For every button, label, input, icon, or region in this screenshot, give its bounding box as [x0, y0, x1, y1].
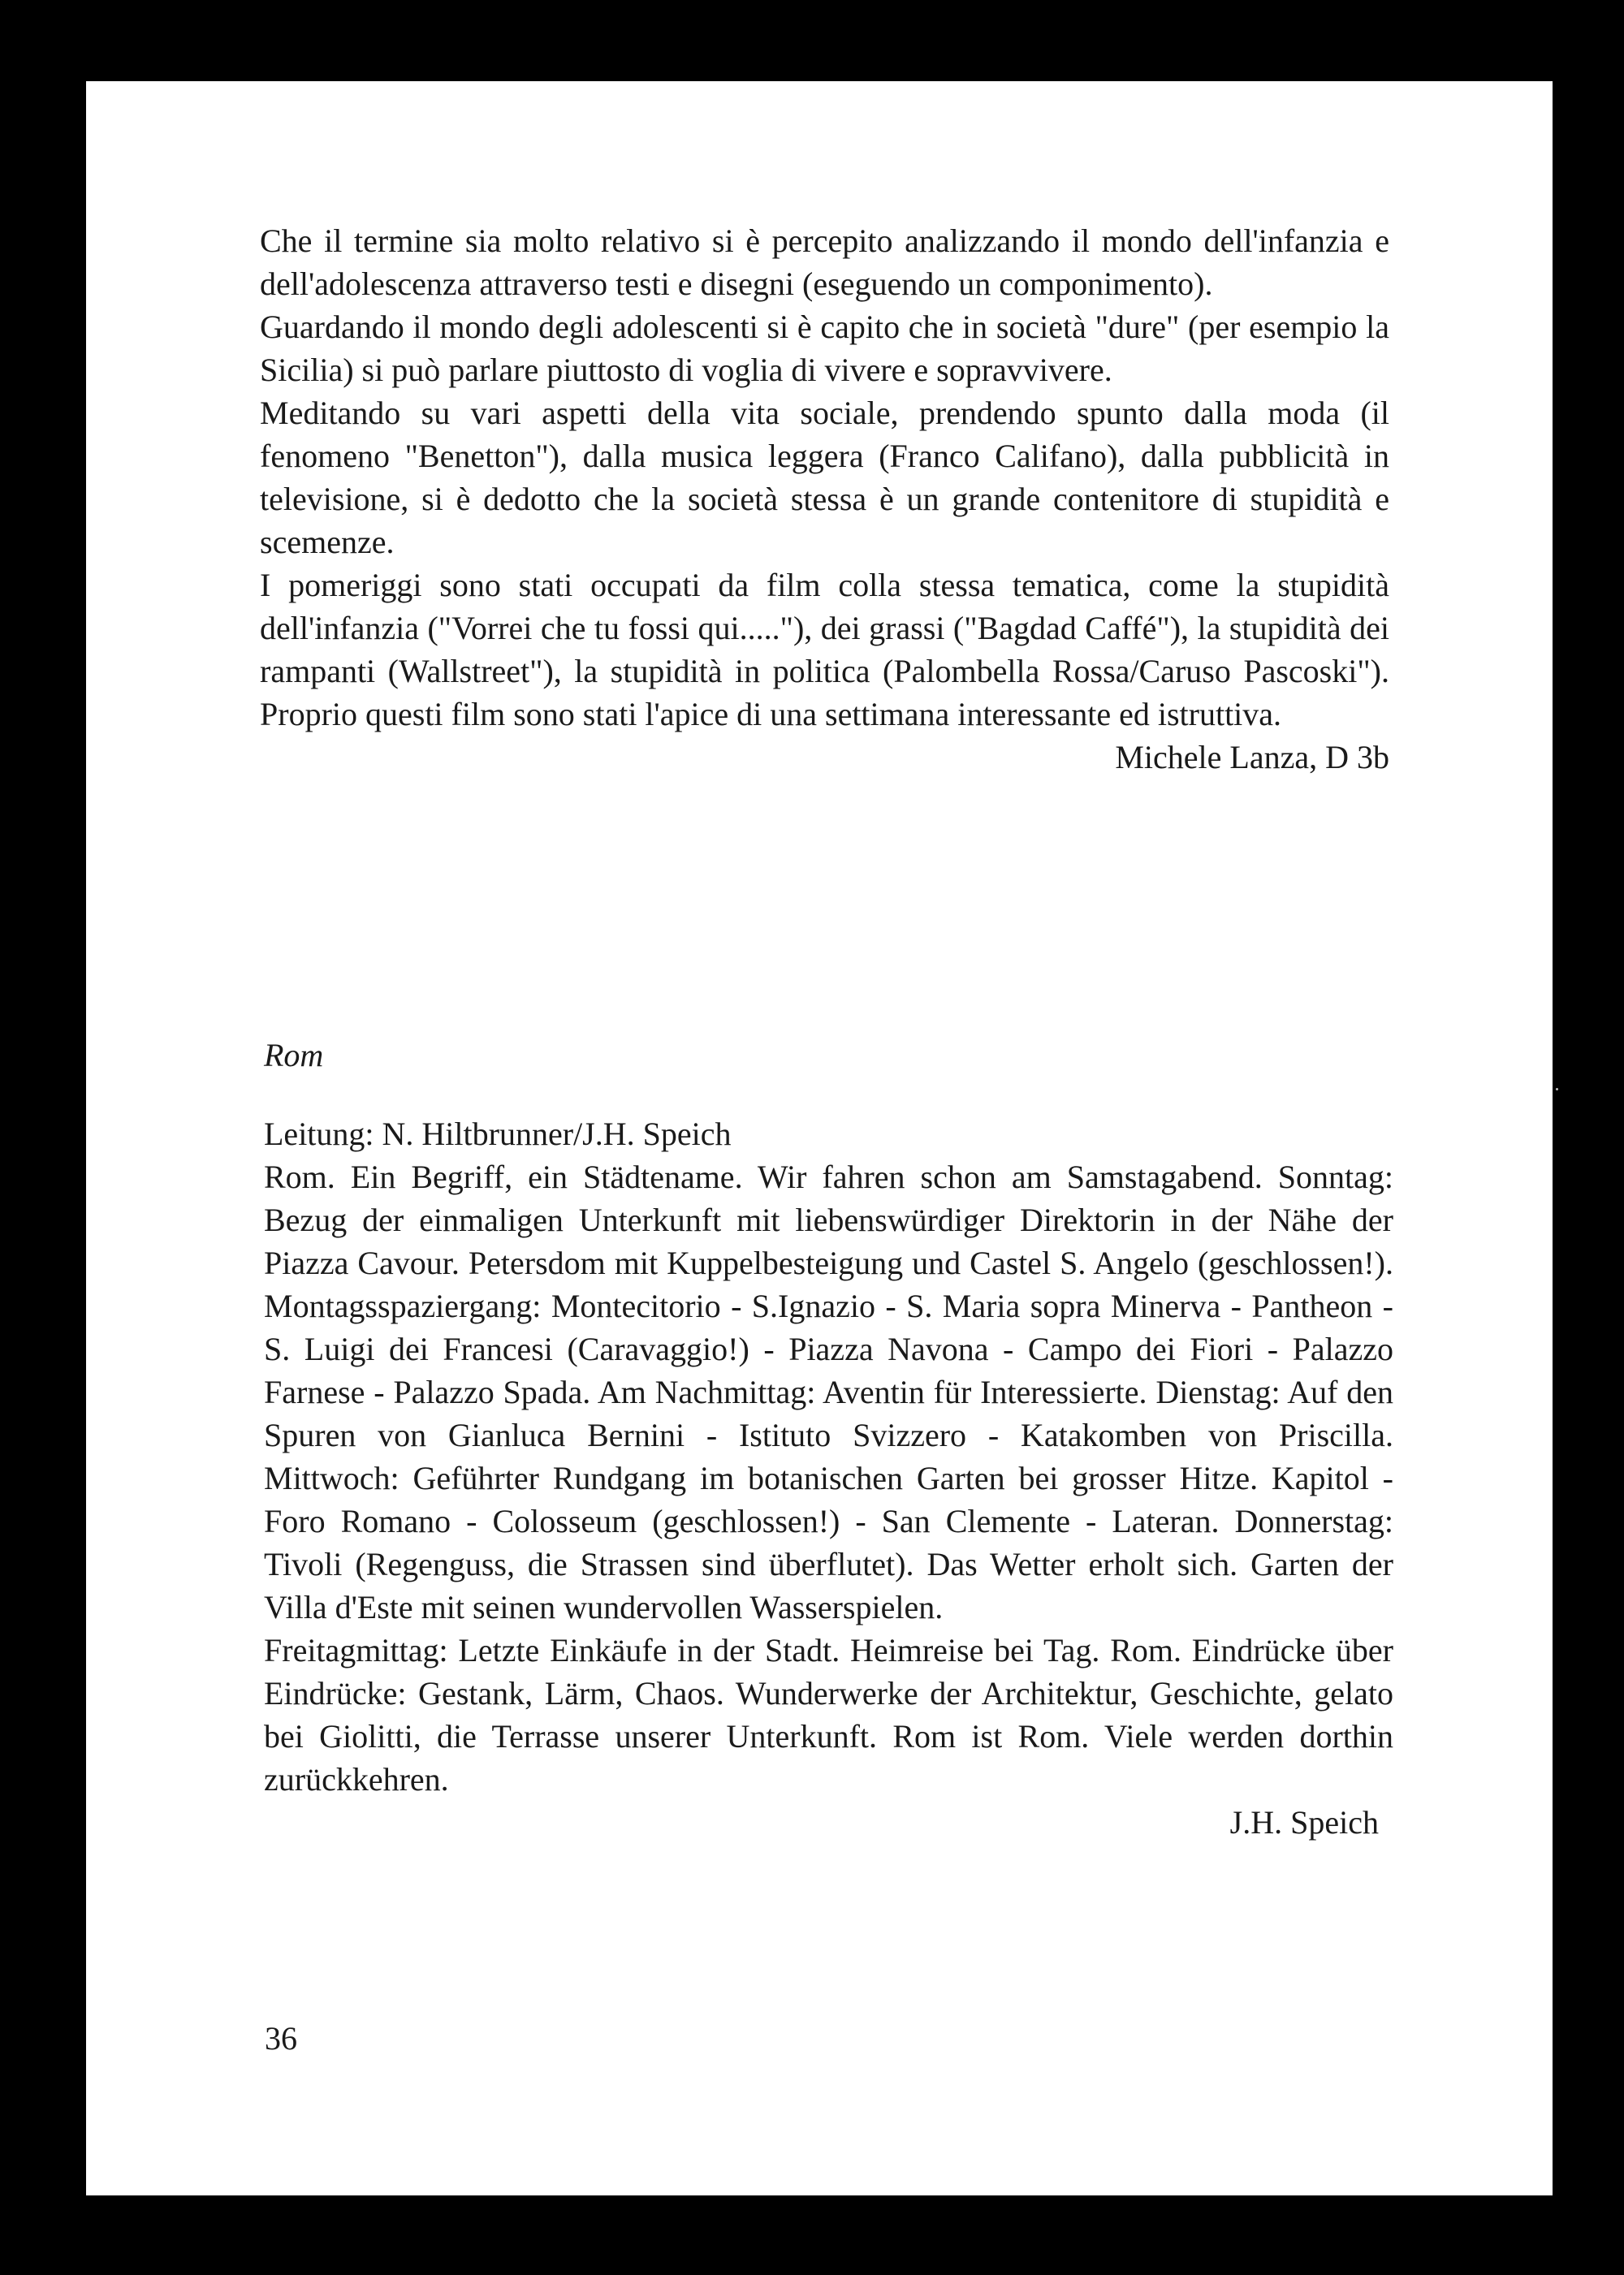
scan-speck — [1556, 1088, 1558, 1090]
italian-section — [260, 219, 1389, 779]
signature-rom: J.H. Speich — [1229, 1804, 1379, 1841]
paragraph-italian-2: Guardando il mondo degli adolescenti si è capito che in società "dure" (per esempio la Sicilia) si può parlare piuttosto di voglia di vivere e sopravvivere. — [260, 309, 1389, 388]
document-page — [86, 81, 1553, 2195]
paragraph-italian-1: Che il termine sia molto relativo si è percepito analizzando il mondo dell'infanzia e dell'adolescenza attraverso testi e disegni (eseguendo un componimento). — [260, 222, 1389, 302]
leitung-line: Leitung: N. Hiltbrunner/J.H. Speich — [264, 1116, 732, 1152]
rom-section — [264, 1112, 1393, 1844]
paragraph-rom-2: Freitagmittag: Letzte Einkäufe in der Stadt. Heimreise bei Tag. Rom. Eindrücke über Eindrücke: Gestank, Lärm, Chaos. Wunderwerke der Architektur, Geschichte, gelato bei Giolitti, die Terrasse unserer Unterkunft. Rom ist Rom. Viele werden dorthin zurückkehren. — [264, 1632, 1393, 1798]
paragraph-italian-4: I pomeriggi sono stati occupati da film colla stessa tematica, come la stupidità dell'infanzia ("Vorrei che tu fossi qui....."), dei grassi ("Bagdad Caffé"), la stupidità dei rampanti (Wallstreet"), la stupidità in politica (Palombella Rossa/Caruso Pascoski"). Proprio questi film sono stati l'apice di una settimana interessante ed istruttiva. — [260, 567, 1389, 732]
paragraph-italian-3: Meditando su vari aspetti della vita sociale, prendendo spunto dalla moda (il fenomeno "Benetton"), dalla musica leggera (Franco Califano), dalla pubblicità in televisione, si è dedotto che la società stessa è un grande contenitore di stupidità e scemenze. — [260, 395, 1389, 560]
rom-heading-block — [264, 1034, 1393, 1077]
signature-italian: Michele Lanza, D 3b — [1115, 739, 1389, 775]
paragraph-rom-1: Rom. Ein Begriff, ein Städtename. Wir fahren schon am Samstagabend. Sonntag: Bezug der einmaligen Unterkunft mit liebenswürdiger Direktorin in der Nähe der Piazza Cavour. Petersdom mit Kuppelbesteigung und Castel S. Angelo (geschlossen!). Montagsspaziergang: Montecitorio - S.Ignazio - S. Maria sopra Minerva - Pantheon - S. Luigi dei Francesi (Caravaggio!) - Piazza Navona - Campo dei Fiori - Palazzo Farnese - Palazzo Spada. Am Nachmittag: Aventin für Interessierte. Dienstag: Auf den Spuren von Gianluca Bernini - Istituto Svizzero - Katakomben von Priscilla. Mittwoch: Geführter Rundgang im botanischen Garten bei grosser Hitze. Kapitol - Foro Romano - Colosseum (geschlossen!) - San Clemente - Lateran. Donnerstag: Tivoli (Regenguss, die Strassen sind überflutet). Das Wetter erholt sich. Garten der Villa d'Este mit seinen wundervollen Wasserspielen. — [264, 1159, 1393, 1625]
page-number: 36 — [265, 2020, 297, 2057]
section-title-rom: Rom — [264, 1037, 324, 1073]
